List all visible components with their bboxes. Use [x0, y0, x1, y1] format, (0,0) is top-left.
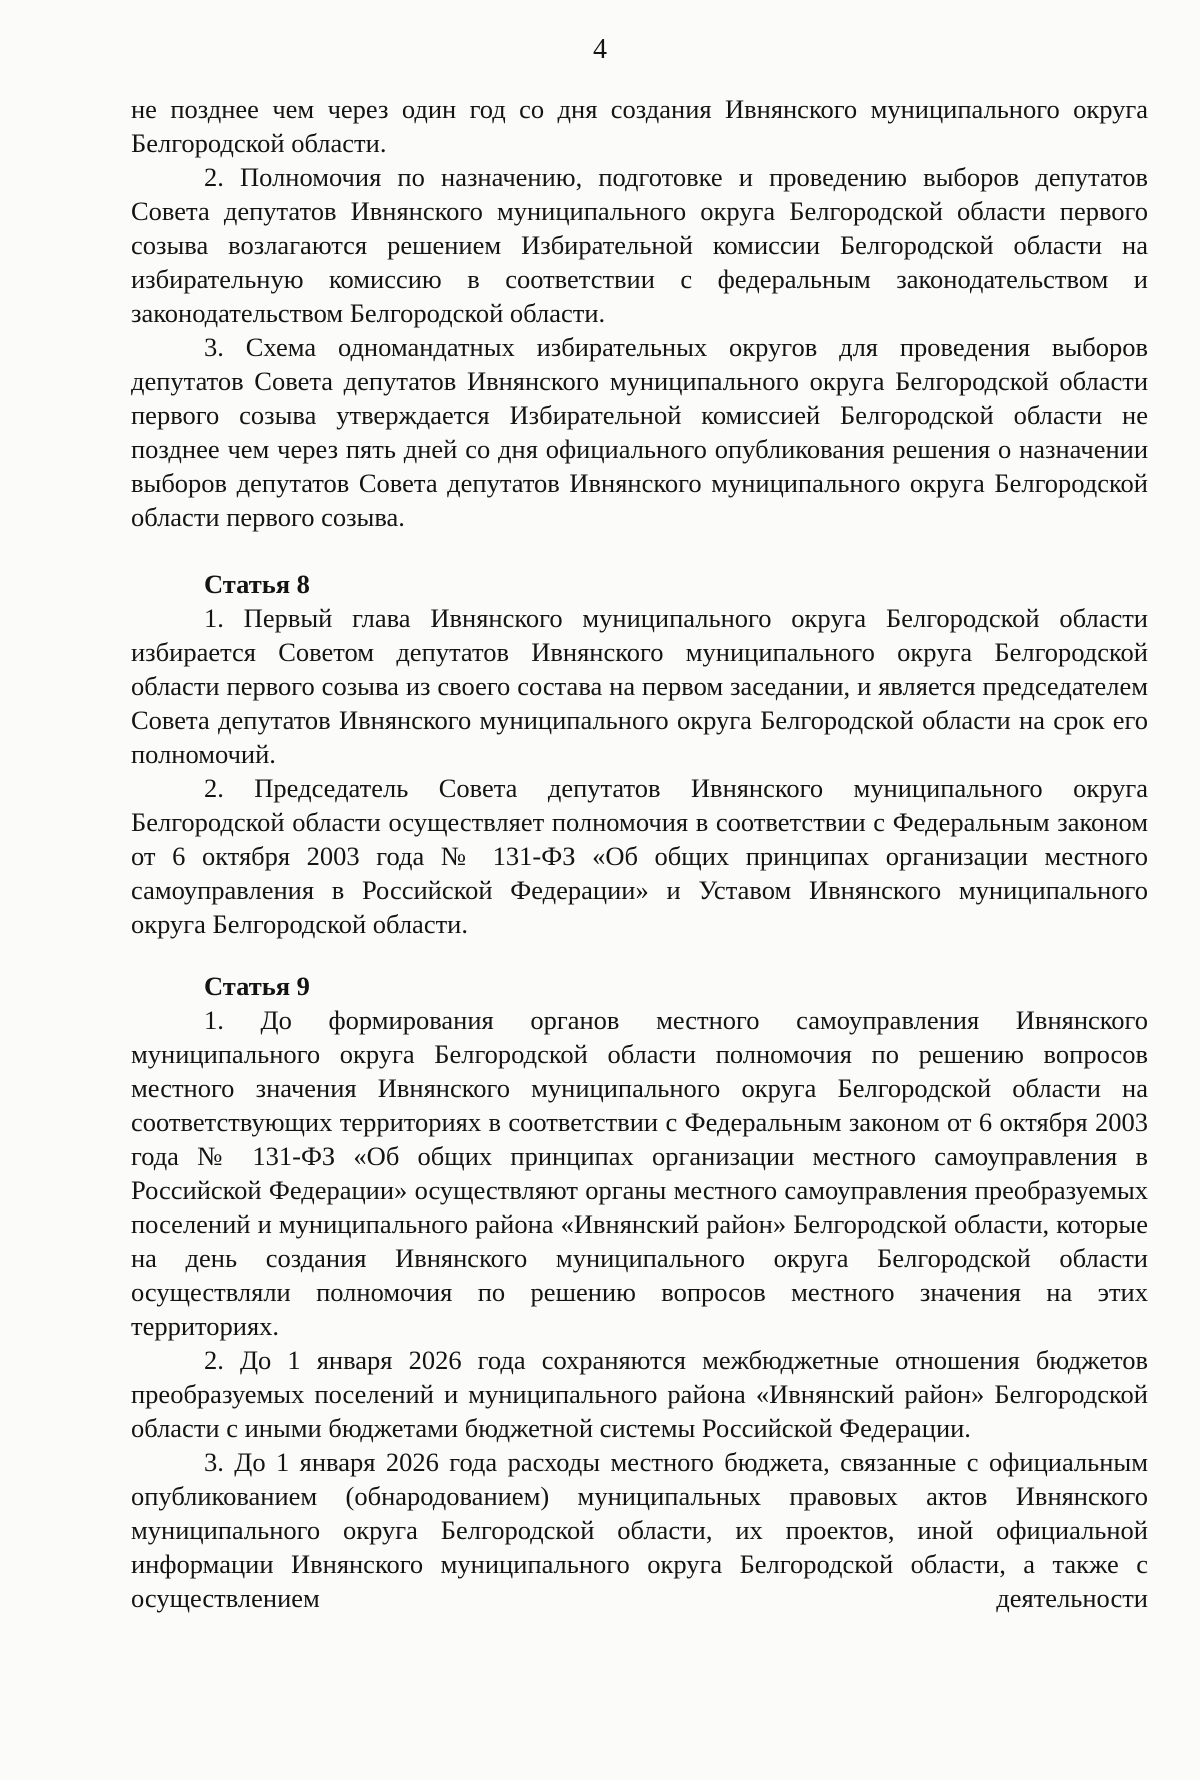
paragraph: 2. Полномочия по назначению, подготовке и проведению выборов депутатов Совета депутатов Ивнянского муниципального округа Белгородской области первого созыва возлагаются решением Избирательной комиссии Белгородской области на избирательную комиссию в соответствии с федеральным законодательством и законодательством Белгородской области. [131, 162, 1148, 328]
continuation-paragraph: не позднее чем через один год со дня создания Ивнянского муниципального округа Белгородской области. [131, 94, 1148, 158]
paragraph: 3. До 1 января 2026 года расходы местного бюджета, связанные с официальным опубликованием (обнародованием) муниципальных правовых актов Ивнянского муниципального округа Белгородской области, их проектов, иной официальной информации Ивнянского муниципального округа Белгородской области, а также с осуществлением деятельности [131, 1447, 1148, 1613]
paragraph: 3. Схема одномандатных избирательных округов для проведения выборов депутатов Совета депутатов Ивнянского муниципального округа Белгородской области первого созыва утверждается Избирательной комиссией Белгородской области не позднее чем через пять дней со дня официального опубликования решения о назначении выборов депутатов Совета депутатов Ивнянского муниципального округа Белгородской области первого созыва. [131, 332, 1148, 532]
article-heading: Статья 9 [204, 971, 310, 1001]
article-8-body [131, 601, 1148, 941]
article-9-body [131, 1003, 1148, 1615]
paragraph: 2. Председатель Совета депутатов Ивнянского муниципального округа Белгородской области осуществляет полномочия в соответствии с Федеральным законом от 6 октября 2003 года № 131-ФЗ «Об общих принципах организации местного самоуправления в Российской Федерации» и Уставом Ивнянского муниципального округа Белгородской области. [131, 773, 1148, 939]
paragraph: 2. До 1 января 2026 года сохраняются межбюджетные отношения бюджетов преобразуемых поселений и муниципального района «Ивнянский район» Белгородской области с иными бюджетами бюджетной системы Российской Федерации. [131, 1345, 1148, 1443]
page-number: 4 [593, 34, 607, 65]
paragraph: 1. Первый глава Ивнянского муниципального округа Белгородской области избирается Советом депутатов Ивнянского муниципального округа Белгородской области первого созыва из своего состава на первом заседании, и является председателем Совета депутатов Ивнянского муниципального округа Белгородской области на срок его полномочий. [131, 603, 1148, 769]
article-heading: Статья 8 [204, 569, 310, 599]
intro-section [131, 92, 1148, 534]
paragraph: 1. До формирования органов местного самоуправления Ивнянского муниципального округа Белгородской области полномочия по решению вопросов местного значения Ивнянского муниципального округа Белгородской области на соответствующих территориях в соответствии с Федеральным законом от 6 октября 2003 года № 131-ФЗ «Об общих принципах организации местного самоуправления в Российской Федерации» осуществляют органы местного самоуправления преобразуемых поселений и муниципального района «Ивнянский район» Белгородской области, которые на день создания Ивнянского муниципального округа Белгородской области осуществляли полномочия по решению вопросов местного значения на этих территориях. [131, 1005, 1148, 1341]
